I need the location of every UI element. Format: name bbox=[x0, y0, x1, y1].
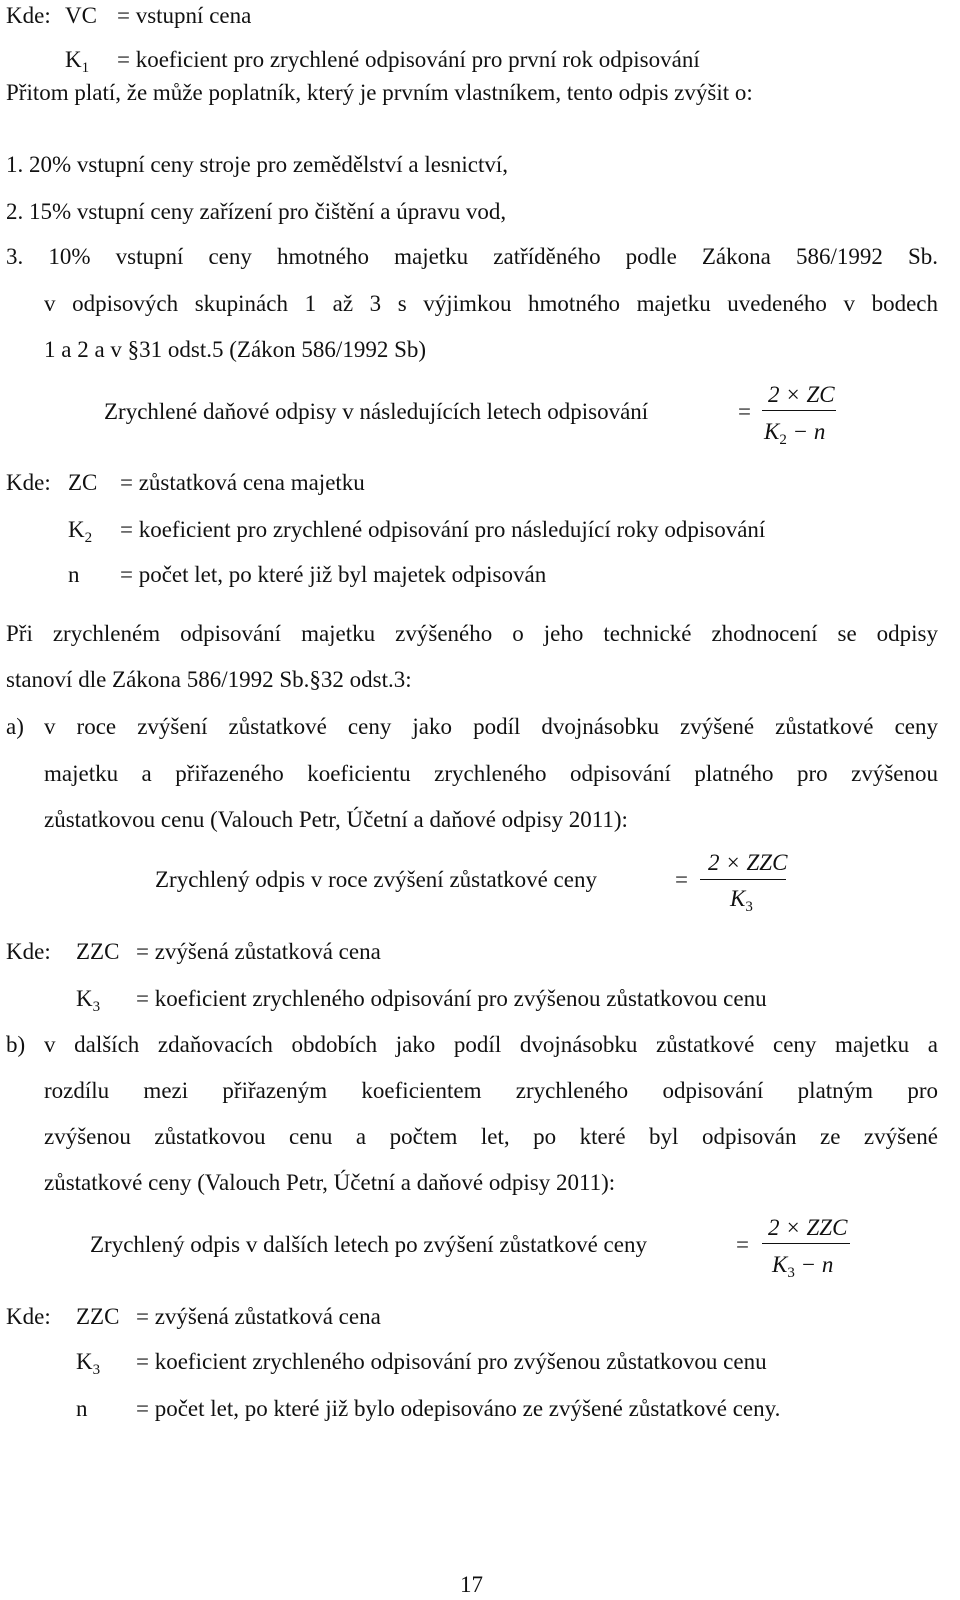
item-a-line: zůstatkovou cenu (Valouch Petr, Účetní a daňové odpisy 2011): bbox=[44, 807, 628, 832]
def-text-k3: = koeficient zrychleného odpisování pro zvýšenou zůstatkovou cenu bbox=[136, 1349, 767, 1374]
paragraph-line: stanoví dle Zákona 586/1992 Sb.§32 odst.3: bbox=[6, 667, 412, 692]
def-symbol-zzc: ZZC bbox=[76, 939, 120, 964]
formula-denominator: $K_3 - n$ bbox=[772, 1252, 834, 1281]
def-symbol-zc: ZC bbox=[68, 470, 98, 495]
def-symbol-k3: $K_3$ bbox=[76, 986, 101, 1015]
item-a-marker: a) bbox=[6, 714, 24, 739]
formula-numerator: 2 × ZZC bbox=[708, 850, 788, 875]
item-b-line: v dalších zdaňovacích obdobích jako podíl dvojnásobku zůstatkové ceny majetku a bbox=[44, 1032, 938, 1057]
item-b-marker: b) bbox=[6, 1032, 26, 1057]
list-item: 2. 15% vstupní ceny zařízení pro čištění a úpravu vod, bbox=[6, 199, 507, 224]
def-text-k2: = koeficient pro zrychlené odpisování pro následující roky odpisování bbox=[120, 517, 766, 542]
formula-label: Zrychlený odpis v roce zvýšení zůstatkové ceny bbox=[155, 867, 597, 892]
formula-equals: = bbox=[675, 867, 688, 892]
item-b-line: zůstatkové ceny (Valouch Petr, Účetní a daňové odpisy 2011): bbox=[44, 1170, 616, 1195]
def-symbol-k3: $K_3$ bbox=[76, 1349, 101, 1378]
formula-denominator: $K_3$ bbox=[730, 886, 753, 915]
fraction-bar bbox=[762, 410, 836, 411]
def-text-k3: = koeficient zrychleného odpisování pro zvýšenou zůstatkovou cenu bbox=[136, 986, 767, 1011]
def-text-n: = počet let, po které již bylo odepisováno ze zvýšené zůstatkové ceny. bbox=[136, 1396, 781, 1421]
formula-equals: = bbox=[736, 1232, 749, 1257]
item-a-line: majetku a přiřazeného koeficientu zrychleného odpisování platného pro zvýšenou bbox=[44, 761, 938, 786]
def-symbol-n: n bbox=[76, 1396, 88, 1421]
def-text-zzc: = zvýšená zůstatková cena bbox=[136, 939, 381, 964]
list-item-continuation: v odpisových skupinách 1 až 3 s výjimkou hmotného majetku uvedeného v bodech bbox=[44, 291, 938, 316]
formula-numerator: 2 × ZC bbox=[768, 382, 835, 407]
def-text-n: = počet let, po které již byl majetek odpisován bbox=[120, 562, 547, 587]
list-item: 1. 20% vstupní ceny stroje pro zemědělství a lesnictví, bbox=[6, 152, 509, 177]
fraction-bar bbox=[700, 879, 786, 880]
list-item-continuation: 1 a 2 a v §31 odst.5 (Zákon 586/1992 Sb) bbox=[44, 337, 427, 362]
item-b-line: zvýšenou zůstatkovou cenu a počtem let, po které byl odpisován ze zvýšené bbox=[44, 1124, 938, 1149]
paragraph-line: Při zrychleném odpisování majetku zvýšeného o jeho technické zhodnocení se odpisy bbox=[6, 621, 938, 646]
def-label-kde: Kde: bbox=[6, 939, 51, 964]
def-text-zzc: = zvýšená zůstatková cena bbox=[136, 1304, 381, 1329]
formula-label: Zrychlený odpis v dalších letech po zvýšení zůstatkové ceny bbox=[90, 1232, 647, 1257]
formula-equals: = bbox=[738, 399, 751, 424]
fraction-bar bbox=[762, 1243, 850, 1244]
def-symbol-zzc: ZZC bbox=[76, 1304, 120, 1329]
item-b-line: rozdílu mezi přiřazeným koeficientem zrychleného odpisování platným pro bbox=[44, 1078, 938, 1103]
def-symbol-k2: $K_2$ bbox=[68, 517, 93, 546]
formula-numerator: 2 × ZZC bbox=[768, 1215, 848, 1240]
def-text-vc: = vstupní cena bbox=[117, 3, 252, 28]
page-number: 17 bbox=[460, 1572, 483, 1597]
def-label-kde: Kde: bbox=[6, 1304, 51, 1329]
def-text-k1: = koeficient pro zrychlené odpisování pro první rok odpisování bbox=[117, 47, 700, 72]
def-symbol-vc: VC bbox=[65, 3, 97, 28]
list-item: 3. 10% vstupní ceny hmotného majetku zatříděného podle Zákona 586/1992 Sb. bbox=[6, 244, 938, 269]
formula-label: Zrychlené daňové odpisy v následujících letech odpisování bbox=[104, 399, 649, 424]
def-text-zc: = zůstatková cena majetku bbox=[120, 470, 365, 495]
def-symbol-k1: $K_1$ bbox=[65, 47, 90, 76]
item-a-line: v roce zvýšení zůstatkové ceny jako podíl dvojnásobku zvýšené zůstatkové ceny bbox=[44, 714, 938, 739]
intro-paragraph: Přitom platí, že může poplatník, který je prvním vlastníkem, tento odpis zvýšit o: bbox=[6, 80, 753, 105]
def-label-kde: Kde: bbox=[6, 3, 51, 28]
def-symbol-n: n bbox=[68, 562, 80, 587]
formula-denominator: $K_2 - n$ bbox=[764, 419, 826, 448]
def-label-kde: Kde: bbox=[6, 470, 51, 495]
